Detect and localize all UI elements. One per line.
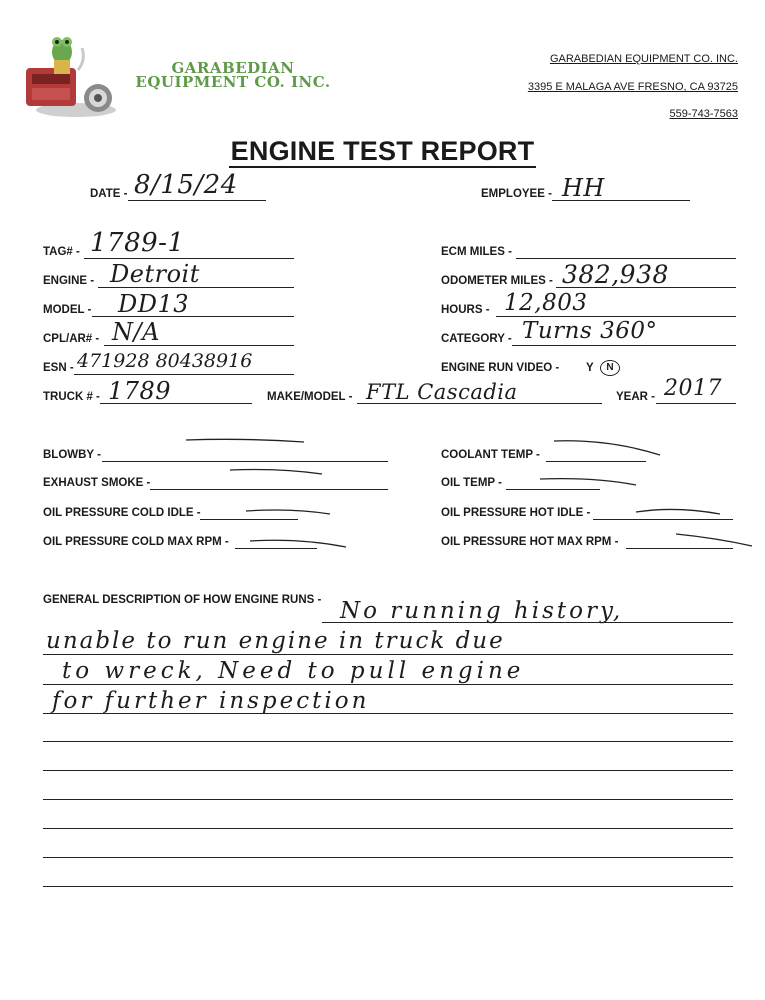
description-text-3: to wreck, Need to pull engine [62, 658, 525, 684]
truck-value: 1789 [108, 377, 172, 405]
company-name: GARABEDIAN EQUIPMENT CO. INC. [549, 53, 738, 65]
description-text-1: No running history, [340, 598, 624, 624]
description-line-6 [43, 770, 733, 771]
make-model-label: MAKE/MODEL - [267, 391, 353, 403]
company-address: 3395 E MALAGA AVE FRESNO, CA 93725 [527, 81, 738, 93]
year-value: 2017 [664, 376, 722, 401]
coolant-temp-label: COOLANT TEMP - [441, 449, 540, 461]
make-model-value: FTL Cascadia [366, 380, 518, 404]
video-yes-option: Y [586, 362, 594, 374]
ecm-miles-label: ECM MILES - [441, 246, 512, 258]
hours-value: 12,803 [504, 290, 588, 316]
category-label: CATEGORY - [441, 333, 512, 345]
description-line-3 [43, 684, 733, 685]
video-no-option: N [606, 362, 614, 373]
engine-value: Detroit [110, 260, 200, 288]
year-label: YEAR - [616, 391, 655, 403]
description-label: GENERAL DESCRIPTION OF HOW ENGINE RUNS - [43, 594, 322, 606]
description-line-9 [43, 857, 733, 858]
date-label: DATE - [90, 188, 128, 200]
odometer-value: 382,938 [562, 260, 669, 289]
cpl-value: N/A [112, 318, 160, 346]
category-value: Turns 360° [522, 318, 658, 344]
truck-label: TRUCK # - [43, 391, 100, 403]
tag-value: 1789-1 [90, 228, 185, 258]
description-line-2 [43, 654, 733, 655]
exhaust-smoke-label: EXHAUST SMOKE - [43, 477, 151, 489]
oil-cold-idle-label: OIL PRESSURE COLD IDLE - [43, 507, 201, 519]
description-text-4: for further inspection [52, 688, 370, 714]
esn-label: ESN - [43, 362, 74, 374]
odometer-label: ODOMETER MILES - [441, 275, 553, 287]
description-line-10 [43, 886, 733, 887]
description-line-5 [43, 741, 733, 742]
oil-hot-max-label: OIL PRESSURE HOT MAX RPM - [441, 536, 619, 548]
engine-label: ENGINE - [43, 275, 95, 287]
title-text: ENGINE TEST REPORT [230, 136, 535, 166]
logo-line-2: EQUIPMENT CO. INC. [135, 73, 331, 91]
tag-label: TAG# - [43, 246, 80, 258]
esn-value: 471928 80438916 [77, 350, 253, 372]
employee-label: EMPLOYEE - [481, 188, 552, 200]
company-phone: 559-743-7563 [669, 108, 738, 120]
description-line-8 [43, 828, 733, 829]
model-label: MODEL - [43, 304, 92, 316]
oil-temp-label: OIL TEMP - [441, 477, 502, 489]
engine-run-video-label: ENGINE RUN VIDEO - [441, 362, 560, 374]
blowby-label: BLOWBY - [43, 449, 101, 461]
oil-cold-max-label: OIL PRESSURE COLD MAX RPM - [43, 536, 229, 548]
logo-line-1: GARABEDIAN [171, 59, 295, 77]
description-line-7 [43, 799, 733, 800]
hours-label: HOURS - [441, 304, 490, 316]
model-value: DD13 [118, 290, 190, 318]
oil-hot-idle-label: OIL PRESSURE HOT IDLE - [441, 507, 591, 519]
description-text-2: unable to run engine in truck due [46, 628, 505, 654]
cpl-label: CPL/AR# - [43, 333, 100, 345]
date-value: 8/15/24 [134, 170, 238, 200]
employee-value: HH [562, 174, 605, 202]
